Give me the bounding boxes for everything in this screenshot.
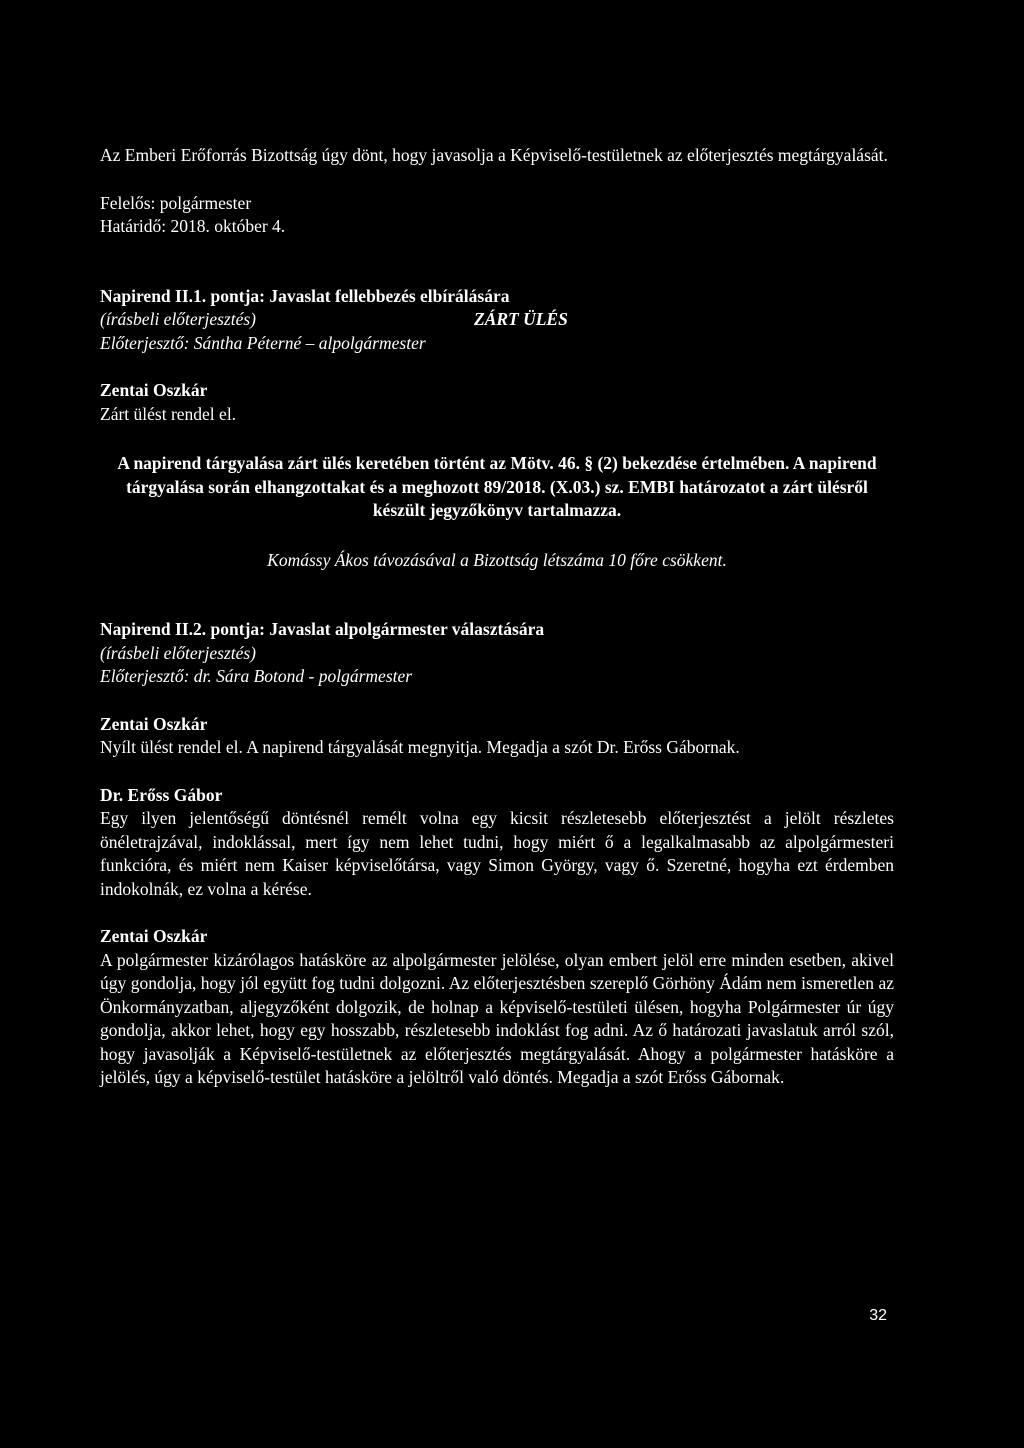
- decision-text: Az Emberi Erőforrás Bizottság úgy dönt, hogy javasolja a Képviselő-testületnek az előterjesztés megtárgyalását.: [100, 145, 888, 165]
- agenda-item-heading: Napirend II.2. pontja: Javaslat alpolgármester választására: [100, 619, 545, 639]
- departure-note: Komássy Ákos távozásával a Bizottság létszáma 10 főre csökkent.: [267, 549, 727, 570]
- speaker-name: Zentai Oszkár: [100, 713, 208, 734]
- speaker-name: Zentai Oszkár: [100, 380, 208, 400]
- page-number: 32: [869, 1307, 887, 1324]
- closed-session-label: ZÁRT ÜLÉS: [474, 309, 568, 329]
- submission-type: (írásbeli előterjesztés): [100, 642, 257, 663]
- speech-text: Nyílt ülést rendel el. A napirend tárgyalását megnyitja. Megadja a szót Dr. Erőss Gábornak.: [100, 737, 740, 757]
- presenter-line: Előterjesztő: Sántha Péterné – alpolgármester: [100, 332, 426, 353]
- agenda-item-heading: Napirend II.1. pontja: Javaslat fellebbezés elbírálására: [100, 285, 510, 306]
- responsible-line: Felelős: polgármester: [100, 192, 252, 213]
- speech-text: A polgármester kizárólagos hatásköre az alpolgármester jelölése, olyan embert jelöl erre minden esetben, akivel úgy gondolja, hogy jól együtt fog tudni dolgozni. Az előterjesztésben szereplő Görhöny Ádám nem ismeretlen az Önkormányzatban, aljegyzőként dolgozik, de holnap a képviselő-testületi ülésen, hogyha Polgármester úr úgy gondolja, akkor lehet, hogy egy hosszabb, részletesebb indoklást fog adni. Az ő határozati javaslatuk arról szól, hogy javasolják a Képviselő-testületnek az előterjesztés megtárgyalását. Ahogy a polgármester hatásköre a jelölés, úgy a képviselő-testület hatásköre a jelöltről való döntés. Megadja a szót Erőss Gábornak.: [100, 949, 894, 1087]
- agenda-item-meta: [100, 308, 894, 332]
- submission-type: (írásbeli előterjesztés): [100, 309, 257, 329]
- presenter-line: Előterjesztő: dr. Sára Botond - polgármester: [100, 666, 413, 686]
- deadline-line: Határidő: 2018. október 4.: [100, 216, 286, 236]
- document-page: [100, 144, 894, 1090]
- closed-session-notice: A napirend tárgyalása zárt ülés keretében történt az Mötv. 46. § (2) bekezdése értelmében. A napirend tárgyalása során elhangzottakat és a meghozott 89/2018. (X.03.) sz. EMBI határozatot a zárt ülésről készült jegyzőkönyv tartalmazza.: [117, 453, 877, 520]
- speaker-name: Dr. Erőss Gábor: [100, 784, 223, 805]
- speaker-name: Zentai Oszkár: [100, 926, 208, 946]
- speech-text: Egy ilyen jelentőségű döntésnél remélt volna egy kicsit részletesebb előterjesztést a jelölt részletes önéletrajzával, indoklással, mert így nem lehet tudni, hogy miért ő a legalkalmasabb az alpolgármesteri funkcióra, és miért nem Kaiser képviselőtársa, vagy Simon György, vagy ő. Szeretné, hogyha ezt érdemben indokolnák, ez volna a kérése.: [100, 808, 894, 899]
- speech-text: Zárt ülést rendel el.: [100, 403, 237, 424]
